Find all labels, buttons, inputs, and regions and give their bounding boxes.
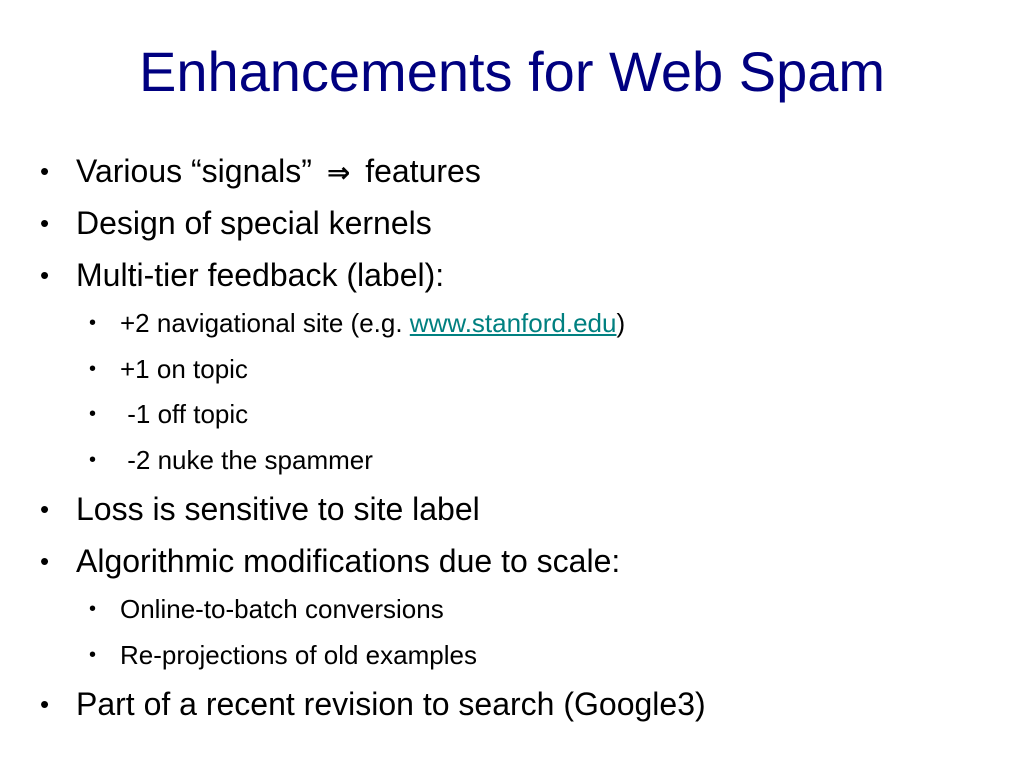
bullet-item-algorithmic [38,535,998,587]
stanford-link[interactable]: www.stanford.edu [409,308,617,338]
bullet-icon: • [40,208,50,238]
bullet-icon: • [40,260,50,290]
bullet-icon: • [40,494,50,524]
bullet-icon: • [89,312,97,334]
item-text: ) [616,308,626,338]
item-text: Re-projections of old examples [120,639,477,670]
item-text: Multi-tier feedback (label): [76,257,445,293]
item-text: +2 navigational site (e.g. [120,308,410,338]
item-text: +1 on topic [120,353,248,384]
item-text: -2 nuke the spammer [120,444,373,475]
item-text: Various “signals” [76,153,321,189]
bullet-list [38,145,998,730]
sub-bullet-navigational [38,301,998,347]
bullet-item-google3 [38,678,998,730]
bullet-icon: • [40,156,50,186]
item-text: Loss is sensitive to site label [76,491,480,527]
sub-bullet-nuke [38,438,998,484]
arrow-icon: ⇒ [326,157,351,188]
item-text: Design of special kernels [76,205,432,241]
sub-bullet-on-topic [38,347,998,393]
bullet-item-signals [38,145,998,197]
item-text: Algorithmic modifications due to scale: [76,543,621,579]
bullet-item-feedback [38,249,998,301]
bullet-icon: • [40,546,50,576]
slide-title: Enhancements for Web Spam [138,40,886,103]
bullet-icon: • [89,403,97,425]
bullet-item-kernels [38,197,998,249]
bullet-icon: • [89,448,97,471]
bullet-icon: • [89,357,97,380]
bullet-icon: • [89,643,97,666]
sub-bullet-online-to-batch [38,587,998,633]
item-text: features [356,153,481,189]
item-text: -1 off topic [120,399,249,429]
bullet-item-loss [38,483,998,535]
bullet-icon: • [89,598,97,620]
sub-bullet-off-topic [38,392,998,438]
bullet-icon: • [40,689,50,719]
item-text: Online-to-batch conversions [120,594,444,624]
item-text: Part of a recent revision to search (Google3) [76,686,706,722]
sub-bullet-reprojections [38,633,998,679]
